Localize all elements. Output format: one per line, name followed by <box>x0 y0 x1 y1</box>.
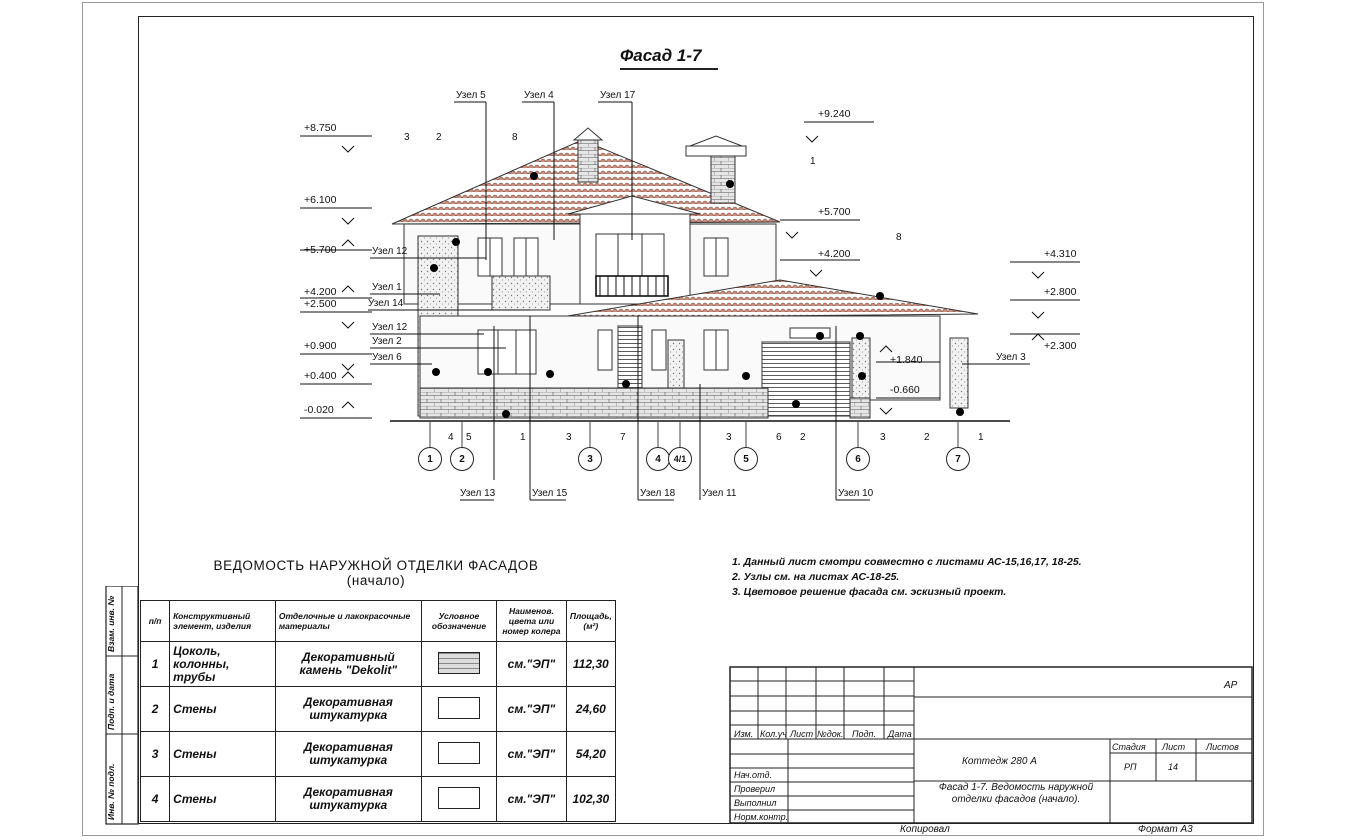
note-line: 2. Узлы см. на листах АС-18-25. <box>732 571 900 583</box>
elevation-mark: +5.700 <box>304 244 337 256</box>
elevation-mark: -0.020 <box>304 404 334 416</box>
plaster-swatch-icon <box>438 742 480 764</box>
material-number: 3 <box>404 132 410 143</box>
table-row <box>141 642 616 687</box>
node-label: Узел 14 <box>368 298 404 309</box>
elevation-mark: +5.700 <box>818 206 851 218</box>
node-label: Узел 5 <box>456 90 486 101</box>
material-number: 2 <box>436 132 442 143</box>
stage-value: РП <box>1124 762 1137 772</box>
node-label: Узел 13 <box>460 488 496 499</box>
node-label: Узел 15 <box>532 488 568 499</box>
row-color: см."ЭП" <box>497 687 566 732</box>
row-material: Декоративная штукатурка <box>275 687 421 732</box>
node-label: Узел 18 <box>640 488 676 499</box>
tb-role: Проверил <box>734 784 776 794</box>
plaster-swatch-icon <box>438 697 480 719</box>
material-number: 3 <box>726 432 732 443</box>
axis-marker: 3 <box>578 447 602 471</box>
note-line: 3. Цветовое решение фасада см. эскизный проект. <box>732 586 1007 598</box>
elevation-mark: +8.750 <box>304 122 337 134</box>
stone-swatch-icon <box>438 652 480 674</box>
row-symbol <box>421 777 496 822</box>
row-area: 54,20 <box>566 732 615 777</box>
material-number: 8 <box>512 132 518 143</box>
material-number: 1 <box>810 156 816 167</box>
axis-marker: 7 <box>946 447 970 471</box>
node-label: Узел 12 <box>372 322 408 333</box>
row-area: 24,60 <box>566 687 615 732</box>
table-row <box>141 732 616 777</box>
tb-role: Норм.контр. <box>734 812 789 822</box>
node-label: Узел 10 <box>838 488 874 499</box>
node-label: Узел 6 <box>372 352 402 363</box>
node-label: Узел 11 <box>702 488 737 499</box>
row-element: Цоколь, колонны, трубы <box>170 642 276 687</box>
schedule-subtitle: (начало) <box>346 573 406 588</box>
row-symbol <box>421 642 496 687</box>
table-header-row <box>141 601 616 642</box>
material-number: 2 <box>800 432 806 443</box>
material-number: 8 <box>896 232 902 243</box>
axis-marker: 4/1 <box>668 447 692 471</box>
elevation-mark: +2.500 <box>304 298 337 310</box>
node-label: Узел 2 <box>372 336 402 347</box>
sheet-title: Фасад 1-7. Ведомость наружной отделки фасадов (начало). <box>938 782 1094 805</box>
node-label: Узел 3 <box>996 352 1026 363</box>
tb-col-label: Изм. <box>734 729 754 739</box>
sheet-value: 14 <box>1168 762 1179 772</box>
row-area: 112,30 <box>566 642 615 687</box>
side-label: Подп. и дата <box>106 673 116 730</box>
row-material: Декоративная штукатурка <box>275 777 421 822</box>
tb-col-label: №док. <box>817 729 844 739</box>
material-number: 1 <box>978 432 984 443</box>
row-num: 3 <box>141 732 170 777</box>
elevation-mark: +9.240 <box>818 108 851 120</box>
schedule-title-text: ВЕДОМОСТЬ НАРУЖНОЙ ОТДЕЛКИ ФАСАДОВ <box>213 558 539 573</box>
material-number: 6 <box>776 432 782 443</box>
col-element: Конструктивный элемент, изделия <box>170 601 276 642</box>
row-material: Декоративная штукатурка <box>275 732 421 777</box>
node-label: Узел 1 <box>372 282 402 293</box>
row-symbol <box>421 732 496 777</box>
row-num: 2 <box>141 687 170 732</box>
row-num: 1 <box>141 642 170 687</box>
table-row <box>141 777 616 822</box>
elevation-mark: +1.840 <box>890 354 923 366</box>
sheet-label: Лист <box>1162 742 1186 752</box>
row-color: см."ЭП" <box>497 732 566 777</box>
elevation-mark: +4.310 <box>1044 248 1077 260</box>
row-area: 102,30 <box>566 777 615 822</box>
axis-marker: 6 <box>846 447 870 471</box>
material-number: 1 <box>520 432 526 443</box>
drawing-title: Фасад 1-7 <box>620 46 702 65</box>
row-material: Декоративный камень "Dekolit" <box>275 642 421 687</box>
row-element: Стены <box>170 732 276 777</box>
note-line: 1. Данный лист смотри совместно с листами АС-15,16,17, 18-25. <box>732 556 1082 568</box>
tb-role: Выполнил <box>734 798 777 808</box>
tb-col-label: Лист <box>790 729 814 739</box>
elevation-mark: +4.200 <box>818 248 851 260</box>
project-code: АР <box>1224 680 1238 691</box>
tb-col-label: Подп. <box>852 729 876 739</box>
tb-role: Нач.отд. <box>734 770 772 780</box>
side-label: Инв. № подл. <box>106 763 116 820</box>
row-symbol <box>421 687 496 732</box>
table-row <box>141 687 616 732</box>
side-label: Взам. инв. № <box>106 595 116 652</box>
finish-schedule-table <box>140 600 616 822</box>
axis-marker: 2 <box>450 447 474 471</box>
axis-marker: 5 <box>734 447 758 471</box>
material-number: 4 <box>448 432 454 443</box>
elevation-mark: -0.660 <box>890 384 920 396</box>
node-label: Узел 12 <box>372 246 408 257</box>
format-label: Формат А3 <box>1138 824 1193 835</box>
row-element: Стены <box>170 777 276 822</box>
col-symbol: Условное обозначение <box>421 601 496 642</box>
sheets-label: Листов <box>1206 742 1239 752</box>
elevation-mark: +0.400 <box>304 370 337 382</box>
row-color: см."ЭП" <box>497 777 566 822</box>
col-area: Площадь, (м²) <box>566 601 615 642</box>
col-num: п/п <box>141 601 170 642</box>
row-color: см."ЭП" <box>497 642 566 687</box>
material-number: 2 <box>924 432 930 443</box>
elevation-mark: +0.900 <box>304 340 337 352</box>
col-material: Отделочные и лакокрасочные материалы <box>275 601 421 642</box>
axis-marker: 1 <box>418 447 442 471</box>
col-color: Наименов. цвета или номер колера <box>497 601 566 642</box>
axis-marker: 4 <box>646 447 670 471</box>
row-element: Стены <box>170 687 276 732</box>
elevation-mark: +2.800 <box>1044 286 1077 298</box>
node-label: Узел 4 <box>524 90 554 101</box>
elevation-mark: +6.100 <box>304 194 337 206</box>
material-number: 3 <box>566 432 572 443</box>
notes <box>732 555 1082 600</box>
schedule-title <box>200 558 552 588</box>
material-number: 7 <box>620 432 626 443</box>
node-label: Узел 17 <box>600 90 636 101</box>
material-number: 3 <box>880 432 886 443</box>
elevation-mark: +2.300 <box>1044 340 1077 352</box>
plaster-swatch-icon <box>438 787 480 809</box>
row-num: 4 <box>141 777 170 822</box>
copied-label: Копировал <box>900 824 950 835</box>
elevation-mark: +4.200 <box>304 286 337 298</box>
stage-label: Стадия <box>1112 742 1146 752</box>
project-name: Коттедж 280 А <box>962 756 1037 767</box>
tb-col-label: Дата <box>888 729 912 739</box>
material-number: 5 <box>466 432 472 443</box>
tb-col-label: Кол.уч <box>760 729 787 739</box>
